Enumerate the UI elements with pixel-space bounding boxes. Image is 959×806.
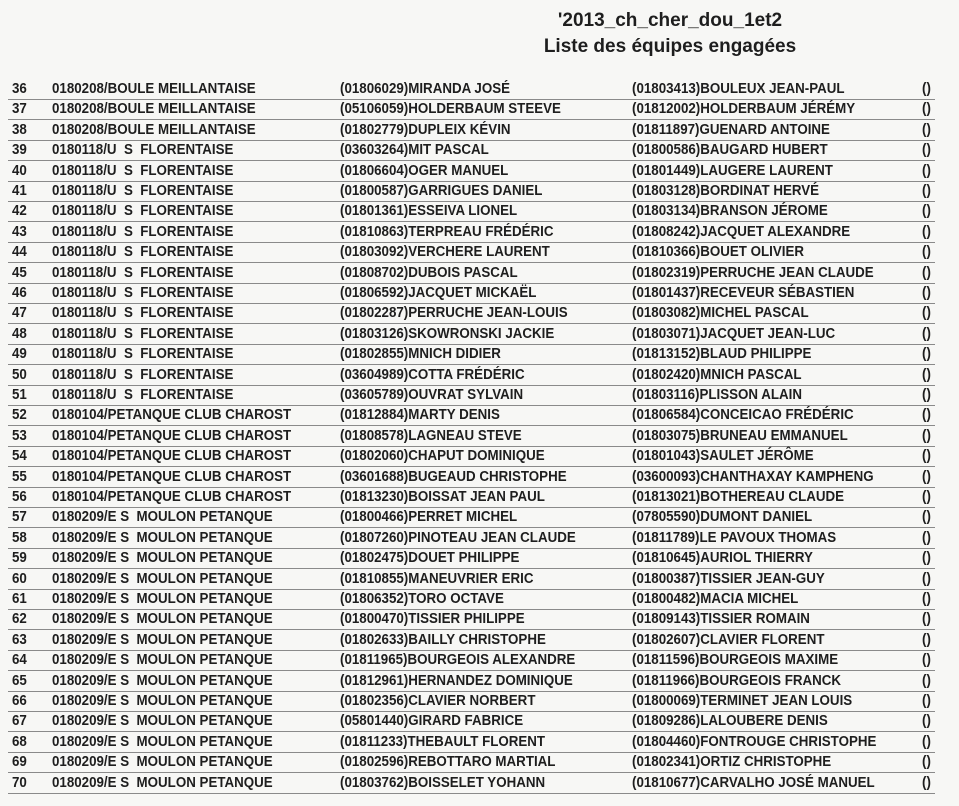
extra-field: () (922, 203, 931, 220)
extra-field: () (922, 611, 931, 628)
extra-field: () (922, 142, 931, 159)
team-row (8, 79, 935, 100)
player-1: (01806352)TORO OCTAVE (340, 591, 504, 607)
team-number: 53 (12, 427, 27, 444)
player-2: (01801437)RECEVEUR SÉBASTIEN (632, 285, 855, 301)
team-row (8, 671, 935, 692)
document-title: '2013_ch_cher_dou_1et2 (557, 10, 783, 31)
team-row (8, 711, 935, 732)
club-name: 0180118/U S FLORENTAISE (52, 142, 234, 159)
club-name: 0180118/U S FLORENTAISE (52, 162, 234, 179)
player-1: (01800587)GARRIGUES DANIEL (340, 183, 543, 199)
team-row (8, 467, 935, 488)
club-name: 0180209/E S MOULON PETANQUE (52, 509, 273, 526)
player-1: (01813230)BOISSAT JEAN PAUL (340, 489, 545, 505)
extra-field: () (922, 285, 931, 301)
club-name: 0180118/U S FLORENTAISE (52, 346, 234, 363)
team-number: 66 (12, 693, 27, 709)
player-2: (01803071)JACQUET JEAN-LUC (632, 325, 836, 342)
team-number: 57 (12, 509, 27, 526)
player-1: (01802596)REBOTTARO MARTIAL (340, 754, 556, 771)
team-number: 56 (12, 489, 27, 505)
club-name: 0180209/E S MOULON PETANQUE (52, 529, 273, 546)
team-number: 41 (12, 183, 27, 199)
team-number: 63 (12, 631, 27, 648)
club-name: 0180209/E S MOULON PETANQUE (52, 631, 273, 648)
team-number: 55 (12, 468, 27, 485)
player-2: (07805590)DUMONT DANIEL (632, 509, 813, 526)
club-name: 0180118/U S FLORENTAISE (52, 366, 234, 383)
team-row (8, 609, 935, 630)
club-name: 0180209/E S MOULON PETANQUE (52, 550, 273, 567)
team-number: 46 (12, 285, 27, 301)
player-2: (01801449)LAUGERE LAURENT (632, 162, 833, 179)
team-number: 47 (12, 305, 27, 322)
team-number: 36 (12, 81, 27, 97)
team-row (8, 99, 935, 120)
extra-field: () (922, 468, 931, 485)
extra-field: () (922, 223, 931, 240)
player-2: (01813152)BLAUD PHILIPPE (632, 346, 812, 363)
player-1: (01807260)PINOTEAU JEAN CLAUDE (340, 529, 576, 546)
extra-field: () (922, 101, 931, 118)
extra-field: () (922, 631, 931, 648)
club-name: 0180209/E S MOULON PETANQUE (52, 611, 273, 628)
team-row (8, 487, 935, 508)
player-2: (01811897)GUENARD ANTOINE (632, 121, 830, 138)
player-1: (01802633)BAILLY CHRISTOPHE (340, 631, 546, 648)
player-1: (01802356)CLAVIER NORBERT (340, 693, 536, 709)
club-name: 0180209/E S MOULON PETANQUE (52, 733, 273, 750)
extra-field: () (922, 264, 931, 281)
team-row (8, 242, 935, 263)
player-1: (01800466)PERRET MICHEL (340, 509, 518, 526)
extra-field: () (922, 162, 931, 179)
player-2: (01802341)ORTIZ CHRISTOPHE (632, 754, 832, 771)
club-name: 0180118/U S FLORENTAISE (52, 305, 234, 322)
team-number: 42 (12, 203, 27, 220)
team-number: 62 (12, 611, 27, 628)
player-1: (01812961)HERNANDEZ DOMINIQUE (340, 672, 573, 689)
player-2: (01800482)MACIA MICHEL (632, 591, 799, 607)
club-name: 0180209/E S MOULON PETANQUE (52, 693, 273, 709)
team-number: 45 (12, 264, 27, 281)
player-2: (01813021)BOTHEREAU CLAUDE (632, 489, 845, 505)
team-row (8, 303, 935, 324)
team-row (8, 140, 935, 161)
club-name: 0180118/U S FLORENTAISE (52, 285, 234, 301)
player-2: (01803413)BOULEUX JEAN-PAUL (632, 81, 845, 97)
player-1: (01803762)BOISSELET YOHANN (340, 774, 546, 791)
team-row (8, 569, 935, 590)
player-1: (01812884)MARTY DENIS (340, 407, 500, 424)
club-name: 0180118/U S FLORENTAISE (52, 387, 234, 403)
team-number: 51 (12, 387, 27, 403)
extra-field: () (922, 570, 931, 587)
player-1: (05801440)GIRARD FABRICE (340, 713, 524, 730)
club-name: 0180118/U S FLORENTAISE (52, 203, 234, 220)
team-number: 44 (12, 244, 27, 261)
player-1: (01811233)THEBAULT FLORENT (340, 733, 546, 750)
extra-field: () (922, 121, 931, 138)
extra-field: () (922, 244, 931, 261)
player-2: (01809143)TISSIER ROMAIN (632, 611, 810, 628)
team-row (8, 181, 935, 202)
player-2: (01802607)CLAVIER FLORENT (632, 631, 825, 648)
team-row (8, 691, 935, 712)
club-name: 0180208/BOULE MEILLANTAISE (52, 121, 256, 138)
player-1: (01803126)SKOWRONSKI JACKIE (340, 325, 555, 342)
club-name: 0180209/E S MOULON PETANQUE (52, 652, 273, 669)
player-1: (05106059)HOLDERBAUM STEEVE (340, 101, 561, 118)
player-1: (03604989)COTTA FRÉDÉRIC (340, 366, 525, 383)
player-1: (01802475)DOUET PHILIPPE (340, 550, 520, 567)
extra-field: () (922, 693, 931, 709)
player-2: (01800069)TERMINET JEAN LOUIS (632, 693, 853, 709)
player-1: (03603264)MIT PASCAL (340, 142, 489, 159)
team-row (8, 263, 935, 284)
club-name: 0180118/U S FLORENTAISE (52, 223, 234, 240)
player-1: (01806592)JACQUET MICKAËL (340, 285, 537, 301)
player-1: (01811965)BOURGEOIS ALEXANDRE (340, 652, 576, 669)
team-number: 52 (12, 407, 27, 424)
team-number: 40 (12, 162, 27, 179)
player-2: (01811789)LE PAVOUX THOMAS (632, 529, 837, 546)
extra-field: () (922, 672, 931, 689)
club-name: 0180104/PETANQUE CLUB CHAROST (52, 448, 292, 465)
player-2: (01803116)PLISSON ALAIN (632, 387, 803, 403)
extra-field: () (922, 448, 931, 465)
club-name: 0180118/U S FLORENTAISE (52, 183, 234, 199)
team-row (8, 161, 935, 182)
player-1: (01810855)MANEUVRIER ERIC (340, 570, 534, 587)
player-1: (01810863)TERPREAU FRÉDÉRIC (340, 223, 554, 240)
club-name: 0180209/E S MOULON PETANQUE (52, 591, 273, 607)
team-number: 59 (12, 550, 27, 567)
player-1: (01802855)MNICH DIDIER (340, 346, 501, 363)
player-2: (01811966)BOURGEOIS FRANCK (632, 672, 842, 689)
team-row (8, 385, 935, 406)
extra-field: () (922, 387, 931, 403)
team-number: 67 (12, 713, 27, 730)
player-2: (01800586)BAUGARD HUBERT (632, 142, 828, 159)
team-row (8, 365, 935, 386)
extra-field: () (922, 407, 931, 424)
club-name: 0180209/E S MOULON PETANQUE (52, 713, 273, 730)
extra-field: () (922, 591, 931, 607)
team-number: 37 (12, 101, 27, 118)
team-number: 60 (12, 570, 27, 587)
player-1: (01808702)DUBOIS PASCAL (340, 264, 518, 281)
extra-field: () (922, 529, 931, 546)
player-1: (01801361)ESSEIVA LIONEL (340, 203, 518, 220)
extra-field: () (922, 427, 931, 444)
club-name: 0180209/E S MOULON PETANQUE (52, 774, 273, 791)
extra-field: () (922, 550, 931, 567)
player-2: (01810645)AURIOL THIERRY (632, 550, 813, 567)
extra-field: () (922, 774, 931, 791)
player-1: (01802287)PERRUCHE JEAN-LOUIS (340, 305, 568, 322)
team-row (8, 222, 935, 243)
team-number: 58 (12, 529, 27, 546)
player-1: (01806604)OGER MANUEL (340, 162, 509, 179)
team-number: 38 (12, 121, 27, 138)
player-2: (01803082)MICHEL PASCAL (632, 305, 809, 322)
team-row (8, 589, 935, 610)
player-1: (01800470)TISSIER PHILIPPE (340, 611, 525, 628)
team-number: 64 (12, 652, 27, 669)
team-row (8, 344, 935, 365)
player-2: (01803128)BORDINAT HERVÉ (632, 183, 820, 199)
club-name: 0180104/PETANQUE CLUB CHAROST (52, 468, 292, 485)
player-1: (01802060)CHAPUT DOMINIQUE (340, 448, 545, 465)
player-2: (01810677)CARVALHO JOSÉ MANUEL (632, 774, 875, 791)
club-name: 0180209/E S MOULON PETANQUE (52, 672, 273, 689)
team-number: 43 (12, 223, 27, 240)
player-2: (01800387)TISSIER JEAN-GUY (632, 570, 825, 587)
club-name: 0180209/E S MOULON PETANQUE (52, 570, 273, 587)
extra-field: () (922, 754, 931, 771)
team-row (8, 752, 935, 773)
team-row (8, 324, 935, 345)
player-2: (01801043)SAULET JÉRÔME (632, 448, 814, 465)
team-number: 39 (12, 142, 27, 159)
player-2: (01810366)BOUET OLIVIER (632, 244, 805, 261)
club-name: 0180208/BOULE MEILLANTAISE (52, 101, 256, 118)
team-number: 49 (12, 346, 27, 363)
club-name: 0180118/U S FLORENTAISE (52, 325, 234, 342)
team-number: 48 (12, 325, 27, 342)
team-row (8, 507, 935, 528)
club-name: 0180104/PETANQUE CLUB CHAROST (52, 407, 292, 424)
extra-field: () (922, 733, 931, 750)
player-1: (01802779)DUPLEIX KÉVIN (340, 121, 511, 138)
extra-field: () (922, 713, 931, 730)
team-number: 65 (12, 672, 27, 689)
player-2: (01802420)MNICH PASCAL (632, 366, 802, 383)
player-2: (01811596)BOURGEOIS MAXIME (632, 652, 839, 669)
player-1: (03601688)BUGEAUD CHRISTOPHE (340, 468, 567, 485)
team-row (8, 773, 935, 794)
extra-field: () (922, 489, 931, 505)
team-number: 68 (12, 733, 27, 750)
team-row (8, 426, 935, 447)
player-1: (01806029)MIRANDA JOSÉ (340, 81, 511, 97)
player-1: (01803092)VERCHERE LAURENT (340, 244, 550, 261)
player-2: (03600093)CHANTHAXAY KAMPHENG (632, 468, 874, 485)
team-row (8, 650, 935, 671)
club-name: 0180104/PETANQUE CLUB CHAROST (52, 427, 292, 444)
team-row (8, 732, 935, 753)
team-row (8, 120, 935, 141)
player-2: (01809286)LALOUBERE DENIS (632, 713, 828, 730)
team-row (8, 283, 935, 304)
player-2: (01812002)HOLDERBAUM JÉRÉMY (632, 101, 856, 118)
player-2: (01808242)JACQUET ALEXANDRE (632, 223, 851, 240)
club-name: 0180209/E S MOULON PETANQUE (52, 754, 273, 771)
team-number: 61 (12, 591, 27, 607)
team-row (8, 528, 935, 549)
team-number: 69 (12, 754, 27, 771)
club-name: 0180208/BOULE MEILLANTAISE (52, 81, 256, 97)
player-2: (01806584)CONCEICAO FRÉDÉRIC (632, 407, 854, 424)
extra-field: () (922, 509, 931, 526)
club-name: 0180118/U S FLORENTAISE (52, 264, 234, 281)
team-row (8, 630, 935, 651)
team-number: 50 (12, 366, 27, 383)
extra-field: () (922, 346, 931, 363)
player-1: (01808578)LAGNEAU STEVE (340, 427, 522, 444)
player-2: (01804460)FONTROUGE CHRISTOPHE (632, 733, 877, 750)
extra-field: () (922, 366, 931, 383)
player-1: (03605789)OUVRAT SYLVAIN (340, 387, 524, 403)
club-name: 0180118/U S FLORENTAISE (52, 244, 234, 261)
team-row (8, 548, 935, 569)
team-row (8, 405, 935, 426)
extra-field: () (922, 183, 931, 199)
player-2: (01803134)BRANSON JÉROME (632, 203, 828, 220)
team-number: 70 (12, 774, 27, 791)
team-row (8, 201, 935, 222)
extra-field: () (922, 325, 931, 342)
player-2: (01802319)PERRUCHE JEAN CLAUDE (632, 264, 874, 281)
club-name: 0180104/PETANQUE CLUB CHAROST (52, 489, 292, 505)
team-number: 54 (12, 448, 27, 465)
player-2: (01803075)BRUNEAU EMMANUEL (632, 427, 848, 444)
team-row (8, 446, 935, 467)
document-subtitle: Liste des équipes engagées (543, 36, 797, 57)
extra-field: () (922, 81, 931, 97)
extra-field: () (922, 652, 931, 669)
extra-field: () (922, 305, 931, 322)
